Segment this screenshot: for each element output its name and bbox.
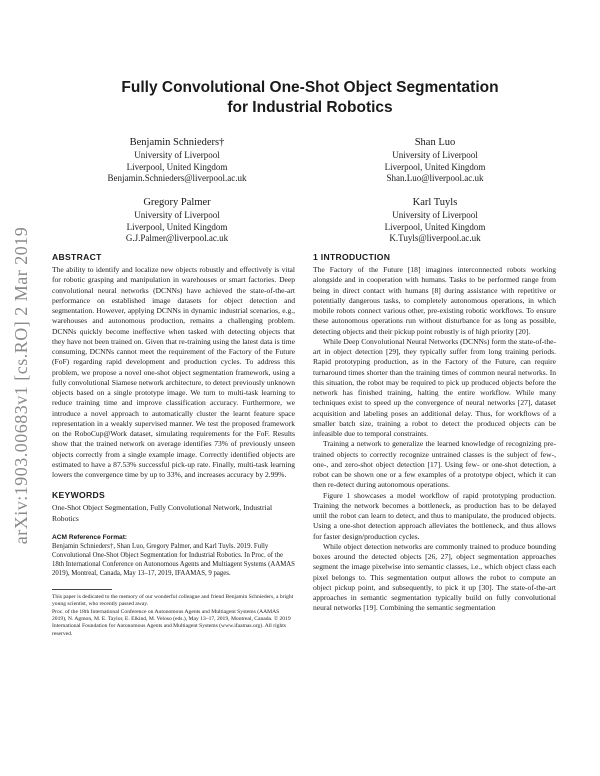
- acm-reference-heading: ACM Reference Format:: [52, 533, 128, 541]
- author-affiliation: University of Liverpool: [392, 150, 478, 160]
- arxiv-stamp-text: arXiv:1903.00683v1 [cs.RO] 2 Mar 2019: [11, 226, 32, 544]
- intro-paragraph-3: Training a network to generalize the learned knowledge of recognizing pre-trained objects to correctly recognize untrained classes is the subject of few-, one-, and zero-shot object detection [17]. Using few- or one-shot detection, a robot can be shown one or a few examples of a prototype object, which it can then re-detect during autonomous operations.: [313, 439, 556, 490]
- author-block-4: [330, 196, 540, 245]
- right-column: [313, 252, 556, 614]
- author-location: Liverpool, United Kingdom: [384, 221, 486, 232]
- abstract-heading: ABSTRACT: [52, 252, 102, 262]
- dedication-footnote: This paper is dedicated to the memory of our wonderful colleague and friend Benjamin Schnieders, a bright young scientist, who recently passed away.: [52, 594, 294, 608]
- proceedings-footnote: Proc. of the 18th International Conference on Autonomous Agents and Multiagent Systems (AAMAS 2019), N. Agmon, M. E. Taylor, E. Elkind, M. Veloso (eds.), May 13–17, 2019, Montreal, Canada. © 2019 International Foundation for Autonomous Agents and Multiagent Systems (www.ifaamas.org). All rights reserved.: [52, 608, 291, 637]
- author-affiliation: University of Liverpool: [392, 210, 478, 220]
- author-email: Benjamin.Schnieders@liverpool.ac.uk: [107, 173, 247, 184]
- intro-paragraph-2: While Deep Convolutional Neural Networks (DCNNs) form the state-of-the-art in object detection [29], they typically suffer from long training periods. Rapid prototyping production, as in the Factory of the Future, can require turnaround times shorter than the training times of common neural networks. In this situation, the robot may be required to pick up produced objects before the network has finished training, halting the entire workflow. While many techniques exist to speed up the convergence of neural networks [27], dataset acquisition and labeling poses an additional delay. Thus, for workflows of a smaller batch size, training a robot to detect the produced objects can be infeasible due to temporal constraints.: [313, 336, 556, 438]
- intro-paragraph-4: Figure 1 showcases a model workflow of rapid prototyping production. Training the network becomes a bottleneck, as production has to be delayed until the robot can learn to detect, and thus to manipulate, the produced objects. Using a one-shot detection approach alleviates the bottleneck, and thus allows for faster design/production cycles.: [313, 490, 556, 541]
- author-location: Liverpool, United Kingdom: [384, 161, 486, 172]
- intro-paragraph-5: While object detection networks are commonly trained to produce bounding boxes around the detected objects [26, 27], object segmentation approaches segment the image pixelwise into semantic classes, i.e., which object class each pixel belongs to. This segmentation output allows the robot to compute an object pickup point, and subsequently, to pick it up [30]. The state-of-the-art approaches in semantic segmentation typically build on fully convolutional neural networks [19]. Combining the semantic segmentation: [313, 541, 556, 613]
- acm-reference-text: Benjamin Schnieders†, Shan Luo, Gregory Palmer, and Karl Tuyls. 2019. Fully Convolutional One-Shot Object Segmentation for Industrial Robotics. In Proc. of the 18th International Conference on Autonomous Agents and Multiagent Systems (AAMAS 2019), Montreal, Canada, May 13–17, 2019, IFAAMAS, 9 pages.: [52, 542, 295, 578]
- author-email: G.J.Palmer@liverpool.ac.uk: [125, 233, 229, 244]
- introduction-heading: 1 INTRODUCTION: [313, 252, 391, 262]
- keywords-text: One-Shot Object Segmentation, Fully Convolutional Network, Industrial Robotics: [52, 503, 273, 523]
- keywords-heading: KEYWORDS: [52, 490, 106, 501]
- author-location: Liverpool, United Kingdom: [126, 161, 228, 172]
- author-block-2: [330, 136, 540, 185]
- author-email: K.Tuyls@liverpool.ac.uk: [389, 233, 481, 244]
- author-name: Shan Luo: [414, 137, 456, 148]
- author-affiliation: University of Liverpool: [134, 210, 220, 220]
- paper-title-line-2: for Industrial Robotics: [227, 99, 393, 116]
- abstract-text: The ability to identify and localize new objects robustly and effectively is vital for robotic grasping and manipulation in warehouses or smart factories. Deep convolutional neural networks (DCNNs) have achieved the state-of-the-art performance on established image datasets for object detection and segmentation. However, applying DCNNs in dynamic industrial scenarios, e.g., warehouses and autonomous production, remains a challenging problem. DCNNs quickly become ineffective when tasked with detecting objects that they have not been trained on. Given that re-training using the latest data is time consuming, DCNNs cannot meet the requirement of the Factory of the Future (FoF) regarding rapid development and production cycles. To address this problem, we propose a novel one-shot object segmentation framework, using a fully convolutional Siamese network architecture, to detect previously unknown objects based on a single prototype image. We turn to multi-task learning to reduce training time and improve classification accuracy. Furthermore, we introduce a novel approach to automatically cluster the learnt feature space representation in a weakly supervised manner. We test the proposed framework on the RoboCup@Work dataset, simulating requirements for the FoF. Results show that the trained network on average identifies 73% of previously unseen objects correctly from a single example image. Correctly identified objects are estimated to have a 87.53% successful pick-up rate. Finally, multi-task learning lowers the convergence time by up to 33%, and increases accuracy by 2.99%.: [52, 265, 295, 479]
- footnote-rule: [52, 589, 112, 590]
- author-block-3: [72, 196, 282, 245]
- author-block-1: [72, 136, 282, 185]
- paper-title-line-1: Fully Convolutional One-Shot Object Segmentation: [121, 79, 499, 96]
- paper-title: [60, 78, 560, 118]
- author-affiliation: University of Liverpool: [134, 150, 220, 160]
- author-location: Liverpool, United Kingdom: [126, 221, 228, 232]
- author-name: Benjamin Schnieders†: [129, 137, 225, 148]
- left-column: [52, 252, 295, 638]
- author-email: Shan.Luo@liverpool.ac.uk: [386, 173, 484, 184]
- arxiv-identifier-stamp: [4, 150, 40, 620]
- author-name: Gregory Palmer: [143, 197, 211, 208]
- intro-paragraph-1: The Factory of the Future [18] imagines interconnected robots working alongside and in cooperation with humans. Tasks to be performed range from being in direct contact with humans [8] during assistance with repetitive or potentially dangerous tasks, to completely autonomous operations, in which mobile robots connect various other, pre-existing robotic workflows. To ensure these autonomous operations run without disturbance for as long as possible, detecting objects and their pickup point robustly is of high priority [20].: [313, 265, 556, 336]
- author-name: Karl Tuyls: [412, 197, 458, 208]
